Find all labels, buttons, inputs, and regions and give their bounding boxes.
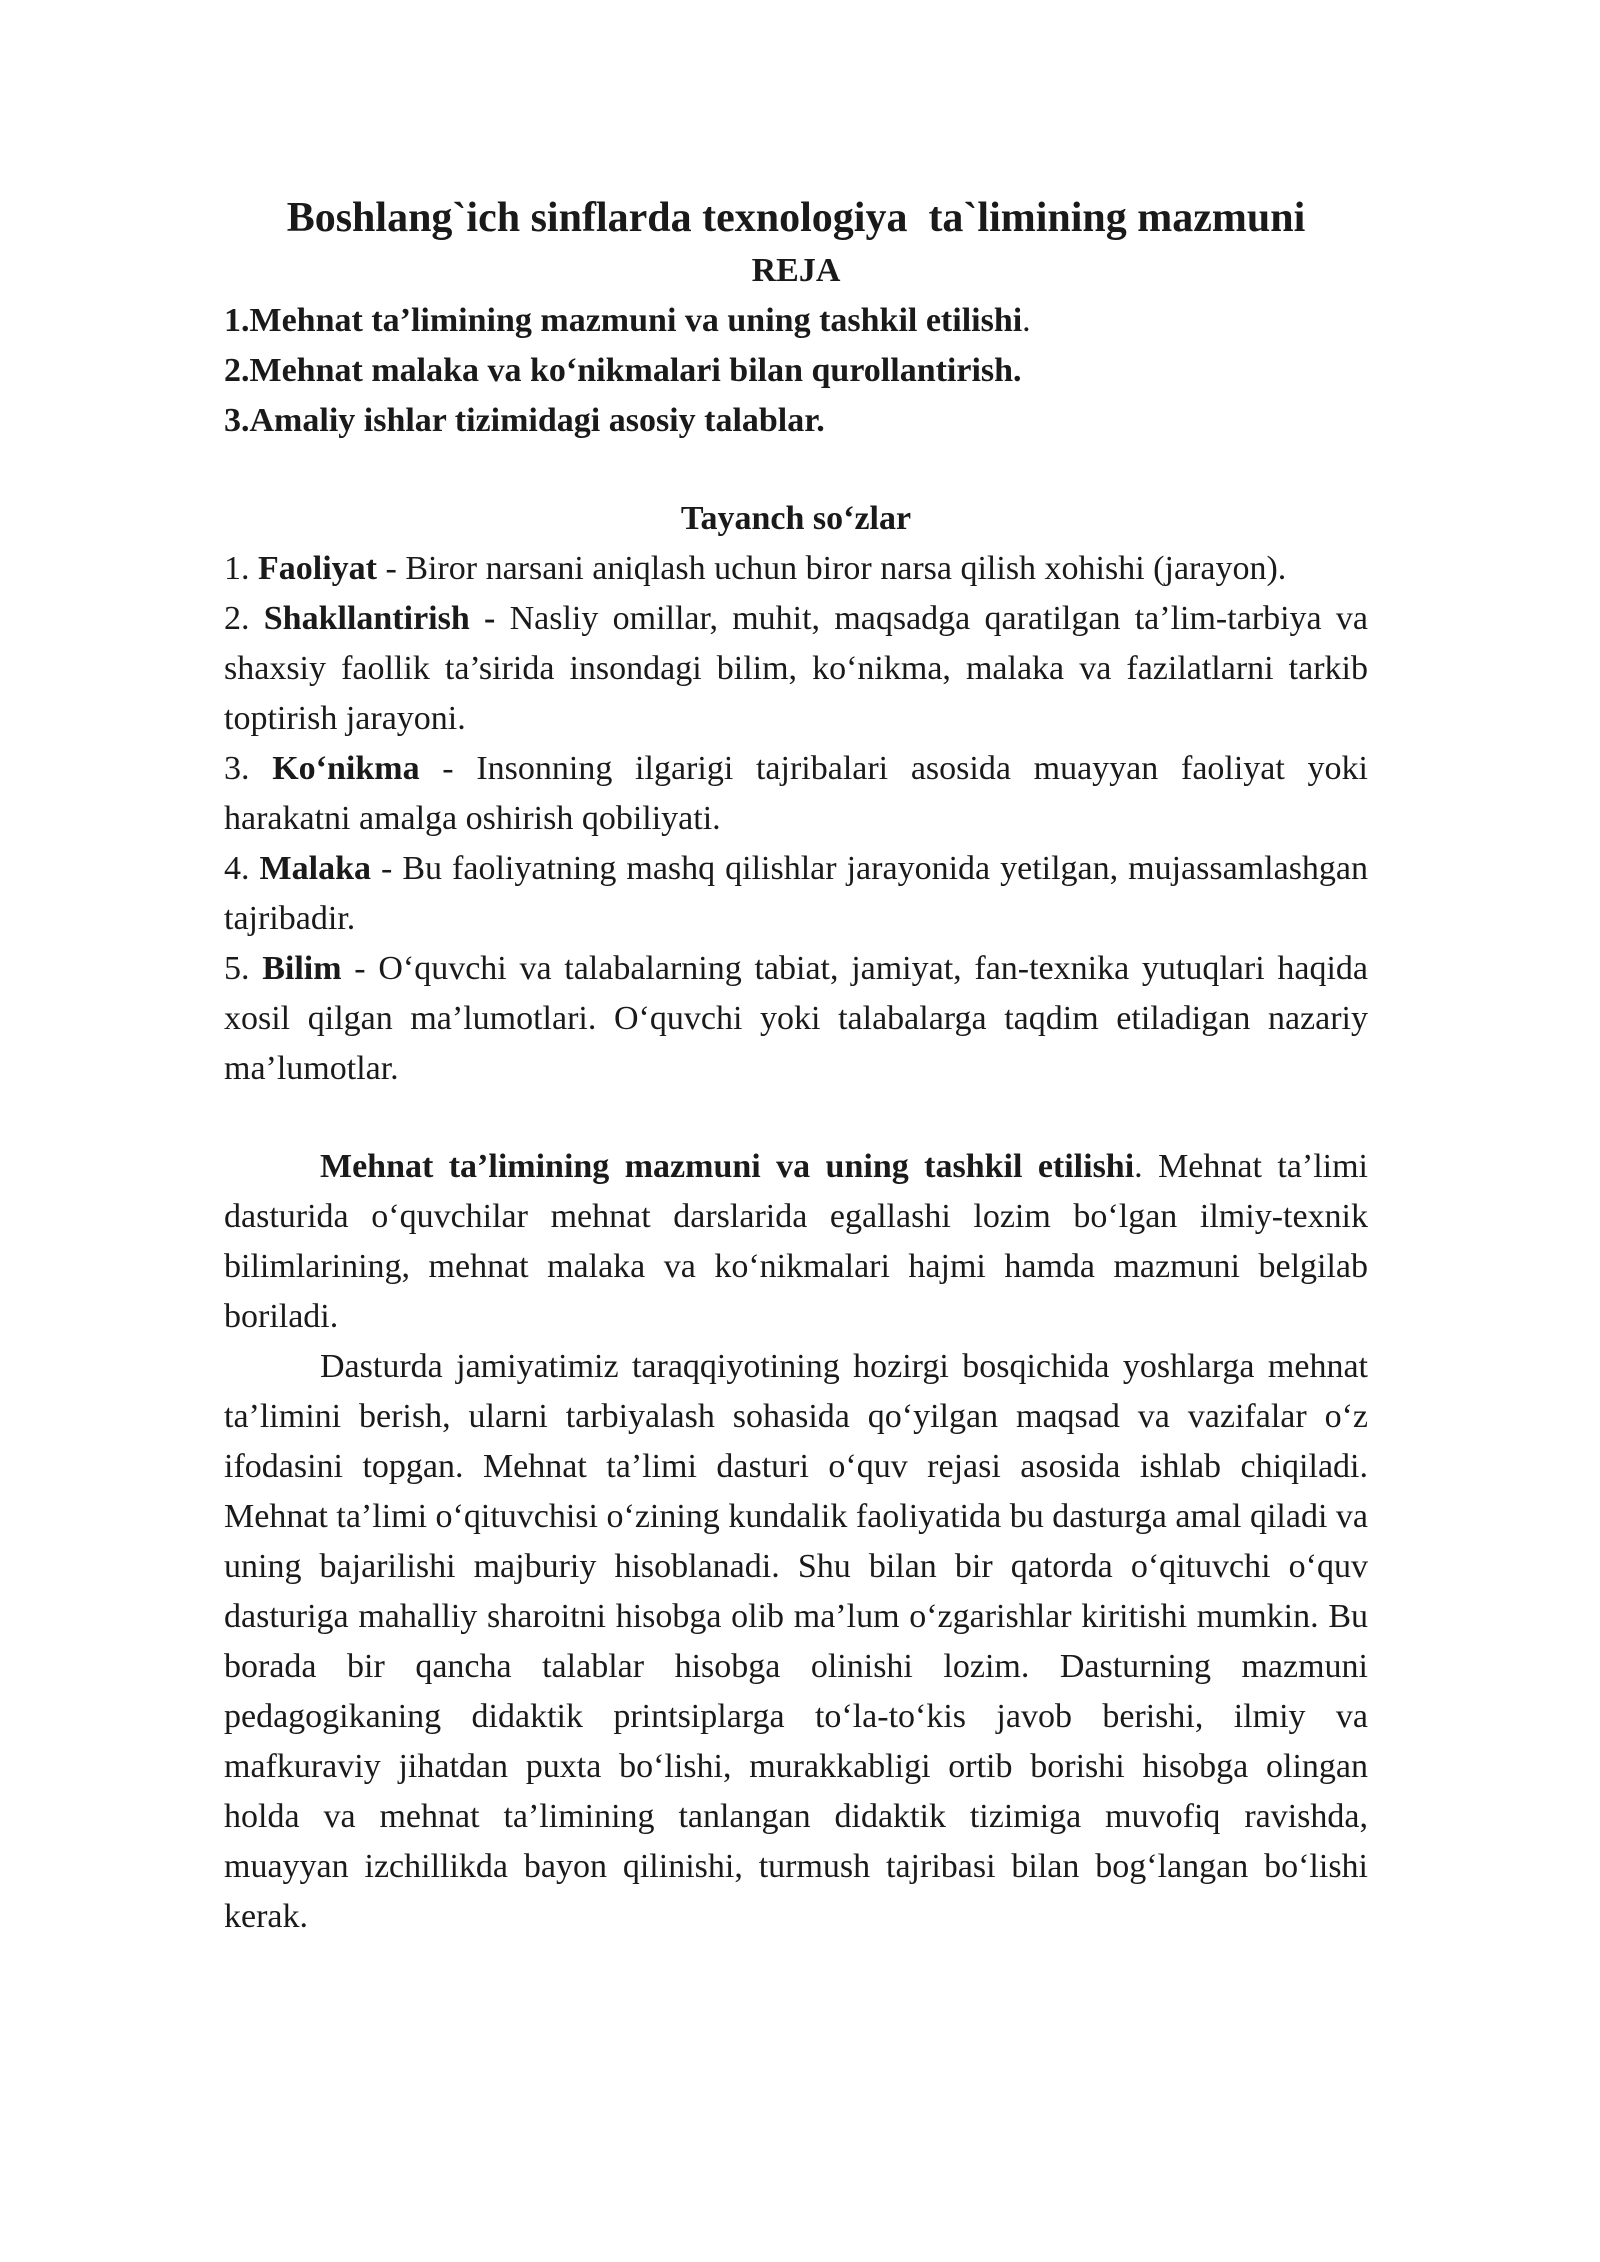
term-name: Ko‘nikma	[272, 750, 420, 787]
plan-item-text: 3.Amaliy ishlar tizimidagi asosiy talablar.	[224, 402, 825, 439]
term-separator: -	[341, 950, 379, 987]
term-number: 2.	[224, 600, 264, 637]
term-name: Bilim	[262, 950, 342, 987]
plan-item-text: 2.Mehnat malaka va ko‘nikmalari bilan qurollantirish.	[224, 352, 1022, 389]
body-paragraph-2: Dasturda jamiyatimiz taraqqiyotining hozirgi bosqichida yoshlarga mehnat ta’limini berish, ularni tarbiyalash sohasida qo‘yilgan maqsad va vazifalar o‘z ifodasini topgan. Mehnat ta’limi dasturi o‘quv rejasi asosida ishlab chiqiladi. Mehnat ta’limi o‘qituvchisi o‘zining kundalik faoliyatida bu dasturga amal qiladi va uning bajarilishi majburiy hisoblanadi. Shu bilan bir qatorda o‘qituvchi o‘quv dasturiga mahalliy sharoitni hisobga olib ma’lum o‘zgarishlar kiritishi mumkin. Bu borada bir qancha talablar hisobga olinishi lozim. Dasturning mazmuni pedagogikaning didaktik printsiplarga to‘la-to‘kis javob berishi, ilmiy va mafkuraviy jihatdan puxta bo‘lishi, murakkabligi ortib borishi hisobga olingan holda va mehnat ta’limining tanlangan didaktik tizimiga muvofiq ravishda, muayyan izchillikda bayon qilinishi, turmush tajribasi bilan bog‘langan bo‘lishi kerak.	[224, 1348, 1368, 1935]
term-definition: Nasliy omillar, muhit, maqsadga qaratilgan ta’lim-tarbiya va shaxsiy faollik ta’sirida insondagi bilim, ko‘nikma, malaka va fazilatlarni tarkib toptirish jarayoni.	[224, 600, 1368, 737]
term-number: 5.	[224, 950, 263, 987]
term-separator: -	[419, 750, 477, 787]
plan-item-2	[224, 346, 1368, 396]
plan-item-text: 1.Mehnat ta’limining mazmuni va uning tashkil etilishi	[224, 302, 1023, 339]
term-name: Malaka	[259, 850, 371, 887]
plan-heading: REJA	[751, 252, 841, 289]
term-number: 4.	[224, 850, 260, 887]
plan-item-1	[224, 296, 1368, 346]
term-separator: -	[376, 550, 406, 587]
paragraph-lead: Mehnat ta’limining mazmuni va uning tashkil etilishi	[320, 1148, 1135, 1185]
term-definition: Biror narsani aniqlash uchun biror narsa qilish xohishi (jarayon).	[405, 550, 1287, 587]
term-number: 1.	[224, 550, 258, 587]
body-paragraph-1	[224, 1142, 1368, 1342]
term-definition: Bu faoliyatning mashq qilishlar jarayonida yetilgan, mujassamlashgan tajribadir.	[224, 850, 1369, 937]
term-separator: -	[370, 850, 403, 887]
term-name: Faoliyat	[258, 550, 377, 587]
term-item-1	[224, 544, 1368, 594]
term-name: Shakllantirish	[263, 600, 470, 637]
term-item-5	[224, 944, 1368, 1094]
term-item-4	[224, 844, 1368, 944]
term-definition: Insonning ilgarigi tajribalari asosida muayyan faoliyat yoki harakatni amalga oshirish qobiliyati.	[224, 750, 1369, 837]
term-definition: O‘quvchi va talabalarning tabiat, jamiyat, fan-texnika yutuqlari haqida xosil qilgan ma’lumotlari. O‘quvchi yoki talabalarga taqdim etiladigan nazariy ma’lumotlar.	[224, 950, 1368, 1087]
keywords-heading: Tayanch so‘zlar	[680, 500, 912, 537]
plan-item-3	[224, 396, 1368, 446]
document-title: Boshlang`ich sinflarda texnologiya ta`limining mazmuni	[286, 195, 1306, 241]
paragraph-text: . Mehnat ta’limi dasturida o‘quvchilar mehnat darslarida egallashi lozim bo‘lgan ilmiy-texnik bilimlarining, mehnat malaka va ko‘nikmalari hajmi hamda mazmuni belgilab boriladi.	[224, 1148, 1368, 1335]
plan-item-tail: .	[1022, 302, 1031, 339]
spacer	[224, 446, 1368, 494]
spacer	[224, 1094, 1368, 1142]
term-separator: -	[469, 600, 510, 637]
term-number: 3.	[224, 750, 273, 787]
term-item-3	[224, 744, 1368, 844]
document-page	[224, 190, 1368, 1942]
term-item-2	[224, 594, 1368, 744]
